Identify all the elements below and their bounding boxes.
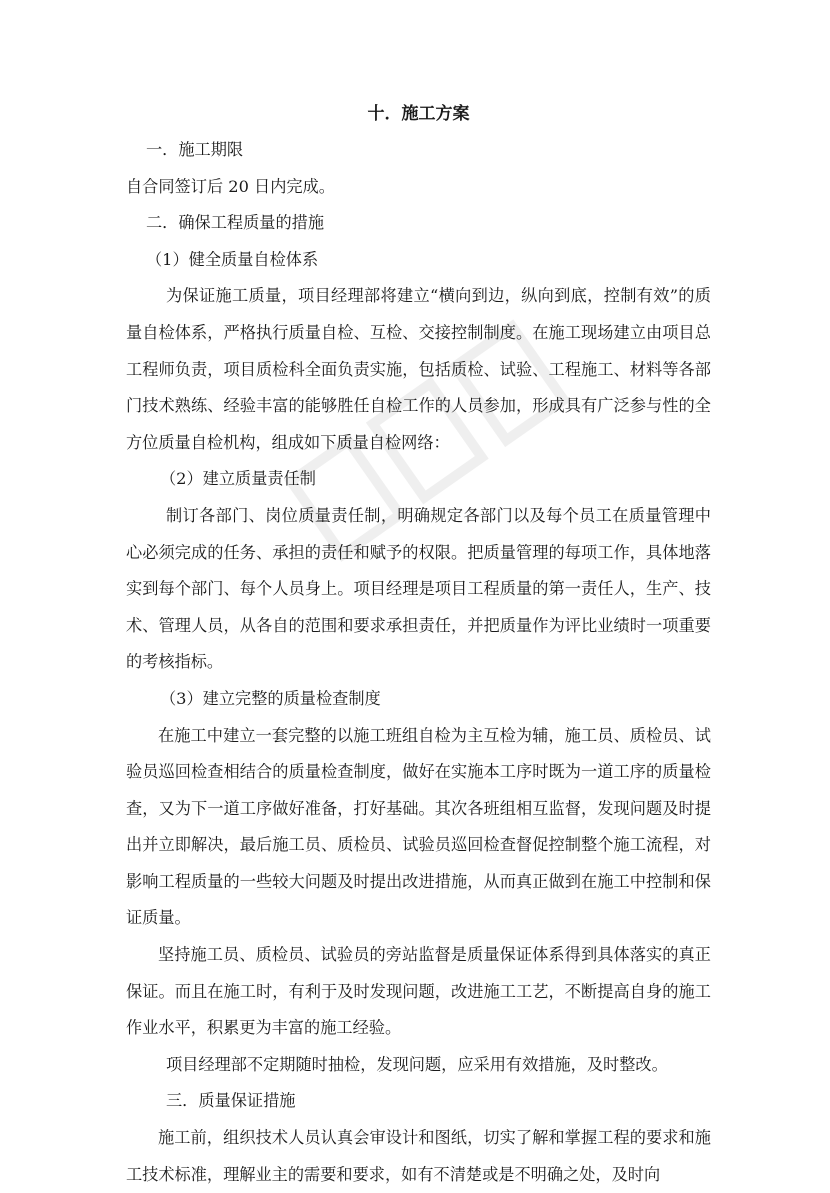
section-3-text: 施工前，组织技术人员认真会审设计和图纸，切实了解和掌握工程的要求和施工技术标准，理解业主的需要和要求，如有不清楚或是不明确之处，及时向 (126, 1128, 711, 1184)
subsection-2-3-heading: （3）建立完整的质量检查制度 (160, 688, 381, 708)
subsection-2-1-heading: （1）健全质量自检体系 (146, 249, 319, 269)
subsection-2-2-heading: （2）建立质量责任制 (160, 469, 316, 489)
section-1-text: 自合同签订后 20 日内完成。 (126, 176, 335, 196)
section-2-heading: 二．确保工程质量的措施 (146, 213, 325, 233)
subsection-2-3-text-2: 坚持施工员、质检员、试验员的旁站监督是质量保证体系得到具体落实的真正保证。而且在施工时，有利于及时发现问题，改进施工工艺，不断提高自身的施工作业水平，积累更为丰富的施工经验。 (126, 945, 711, 1038)
subsection-2-1-text: 为保证施工质量，项目经理部将建立“横向到边，纵向到底，控制有效”的质量自检体系，严格执行质量自检、互检、交接控制制度。在施工现场建立由项目总工程师负责，项目质检科全面负责实施，包括质检、试验、工程施工、材料等各部门技术熟练、经验丰富的能够胜任自检工作的人员参加，形成具有广泛参与性的全方位质量自检机构，组成如下质量自检网络： (126, 286, 711, 452)
subsection-2-3-text-3: 项目经理部不定期随时抽检，发现问题，应采用有效措施，及时整改。 (166, 1054, 668, 1074)
section-3-heading: 三．质量保证措施 (166, 1091, 296, 1111)
subsection-2-3-text-1: 在施工中建立一套完整的以施工班组自检为主互检为辅，施工员、质检员、试验员巡回检查相结合的质量检查制度，做好在实施本工序时既为一道工序的质量检查，又为下一道工序做好准备，打好基础。其次各班组相互监督，发现问题及时提出并立即解决，最后施工员、质检员、试验员巡回检查督促控制整个施工流程，对影响工程质量的一些较大问题及时提出改进措施，从而真正做到在施工中控制和保证质量。 (126, 725, 711, 928)
page-title: 十．施工方案 (367, 104, 470, 124)
section-1-heading: 一．施工期限 (146, 140, 244, 159)
subsection-2-2-text: 制订各部门、岗位质量责任制，明确规定各部门以及每个员工在质量管理中心必须完成的任务、承担的责任和赋予的权限。把质量管理的每项工作，具体地落实到每个部门、每个人员身上。项目经理是项目工程质量的第一责任人，生产、技术、管理人员，从各自的范围和要求承担责任，并把质量作为评比业绩时一项重要的考核指标。 (126, 505, 711, 672)
document-body (126, 96, 711, 1193)
